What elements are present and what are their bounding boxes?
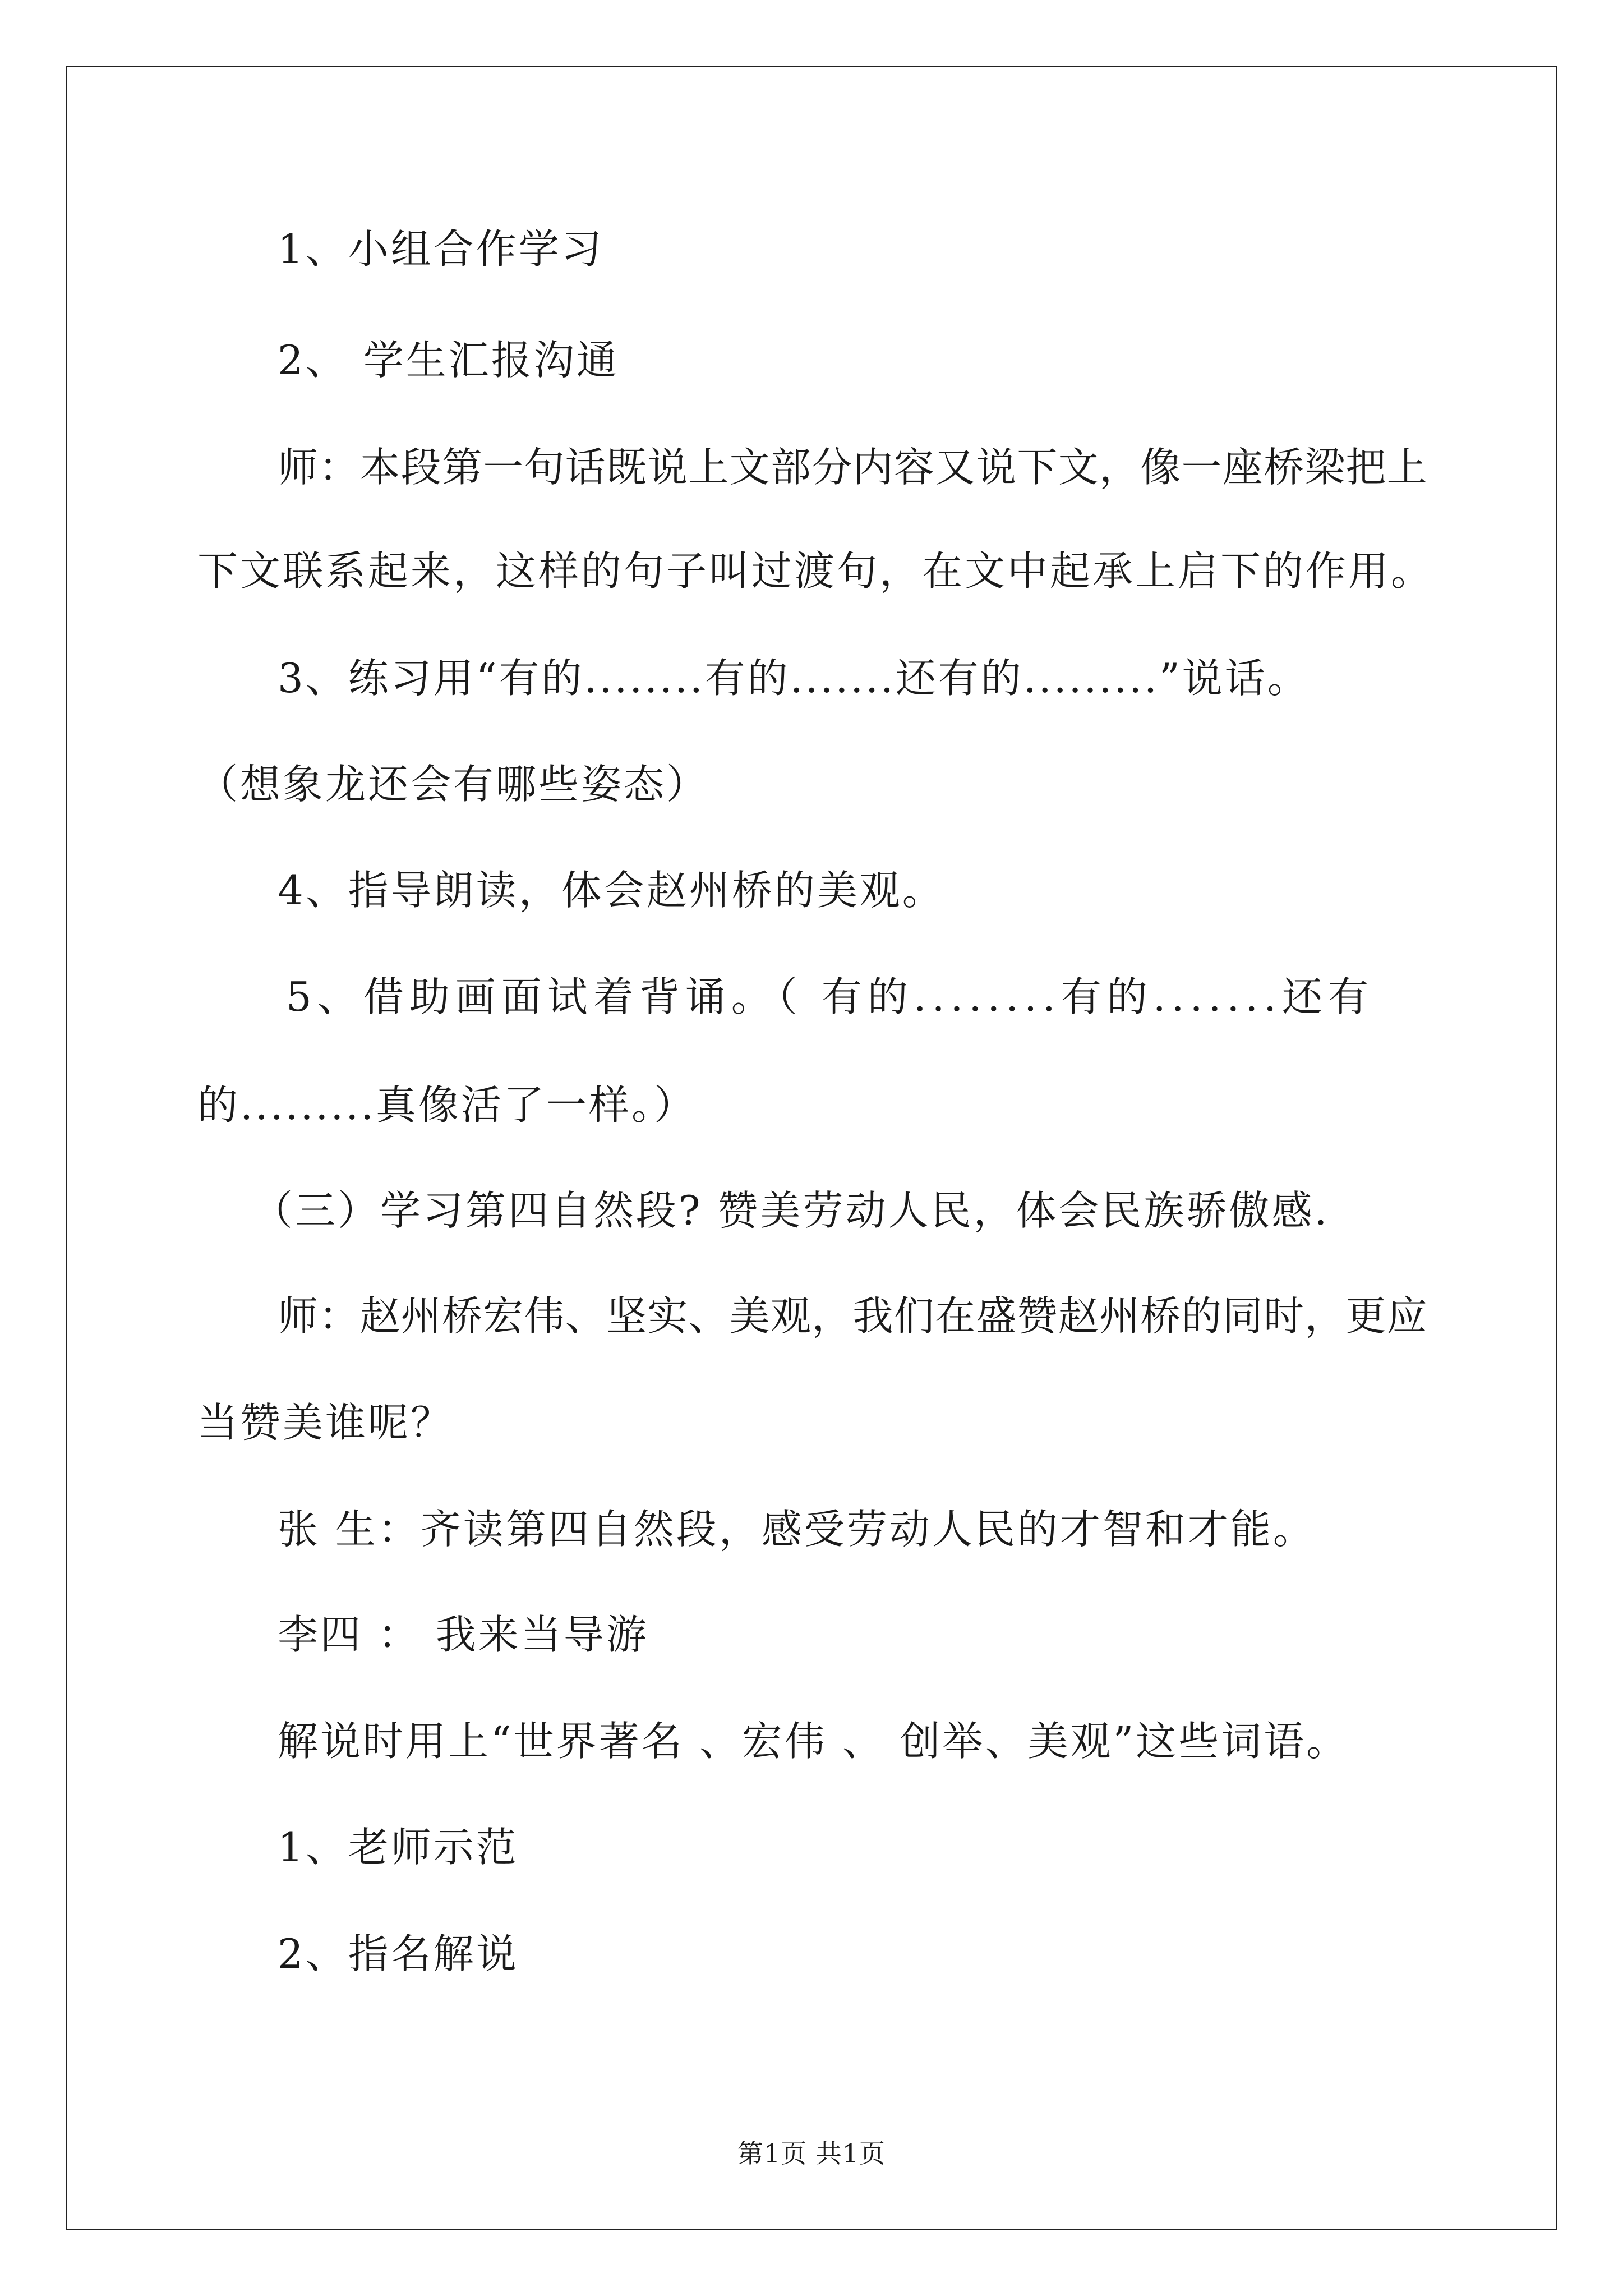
paragraph-student-zhang: 张 生：齐读第四自然段，感受劳动人民的才智和才能。 bbox=[278, 1506, 1316, 1553]
paragraph-teacher-question-line-1: 师 ： 赵 州 桥 宏 伟 、 坚 实 、 美 观 ， 我 们 在 盛 赞 赵 州 桥 的 同 时 ， 更 应 bbox=[278, 1292, 1427, 1340]
paragraph-guide-instruction: 解说时用上“世界著名 、宏伟 、 创举、美观”这些词语。 bbox=[278, 1718, 1349, 1765]
paragraph-teacher-line-2: 下文联系起来，这样的句子叫过渡句，在文中起承上启下的作用。 bbox=[197, 547, 1434, 595]
paragraph-teacher-line-1: 师 ： 本 段 第 一 句 话 既 说 上 文 部 分 内 容 又 说 下 文 ， 像 一 座 桥 梁 把 上 bbox=[278, 444, 1427, 491]
paragraph-step-1: 1、小组合作学习 bbox=[278, 226, 604, 273]
page-footer: 第1页 共1页 bbox=[737, 2138, 886, 2169]
paragraph-step-5-line-2: 的.........真像活了一样。） bbox=[197, 1082, 697, 1129]
paragraph-step-4: 4、指导朗读，体会赵州桥的美观。 bbox=[278, 867, 945, 914]
paragraph-step-2: 2、 学生汇报沟通 bbox=[278, 337, 619, 384]
page-border bbox=[66, 66, 1557, 2230]
paragraph-teacher-demo: 1、老师示范 bbox=[278, 1824, 519, 1871]
section-heading-three: （三）学习第四自然段? 赞美劳动人民，体会民族骄傲感. bbox=[252, 1187, 1330, 1234]
paragraph-named-explain: 2、指名解说 bbox=[278, 1930, 519, 1977]
paragraph-step-3-line-2: （想象龙还会有哪些姿态） bbox=[197, 761, 709, 808]
paragraph-teacher-question-line-2: 当赞美谁呢？ bbox=[197, 1399, 454, 1446]
paragraph-step-3-line-1: 3、练习用“有的........有的.......还有的.........”说话。 bbox=[278, 655, 1310, 702]
paragraph-step-5-line-1: 5、借助画面试着背诵。（ 有的........有的.......还有 bbox=[286, 973, 1374, 1020]
paragraph-student-li: 李四 ： 我来当导游 bbox=[278, 1611, 649, 1658]
